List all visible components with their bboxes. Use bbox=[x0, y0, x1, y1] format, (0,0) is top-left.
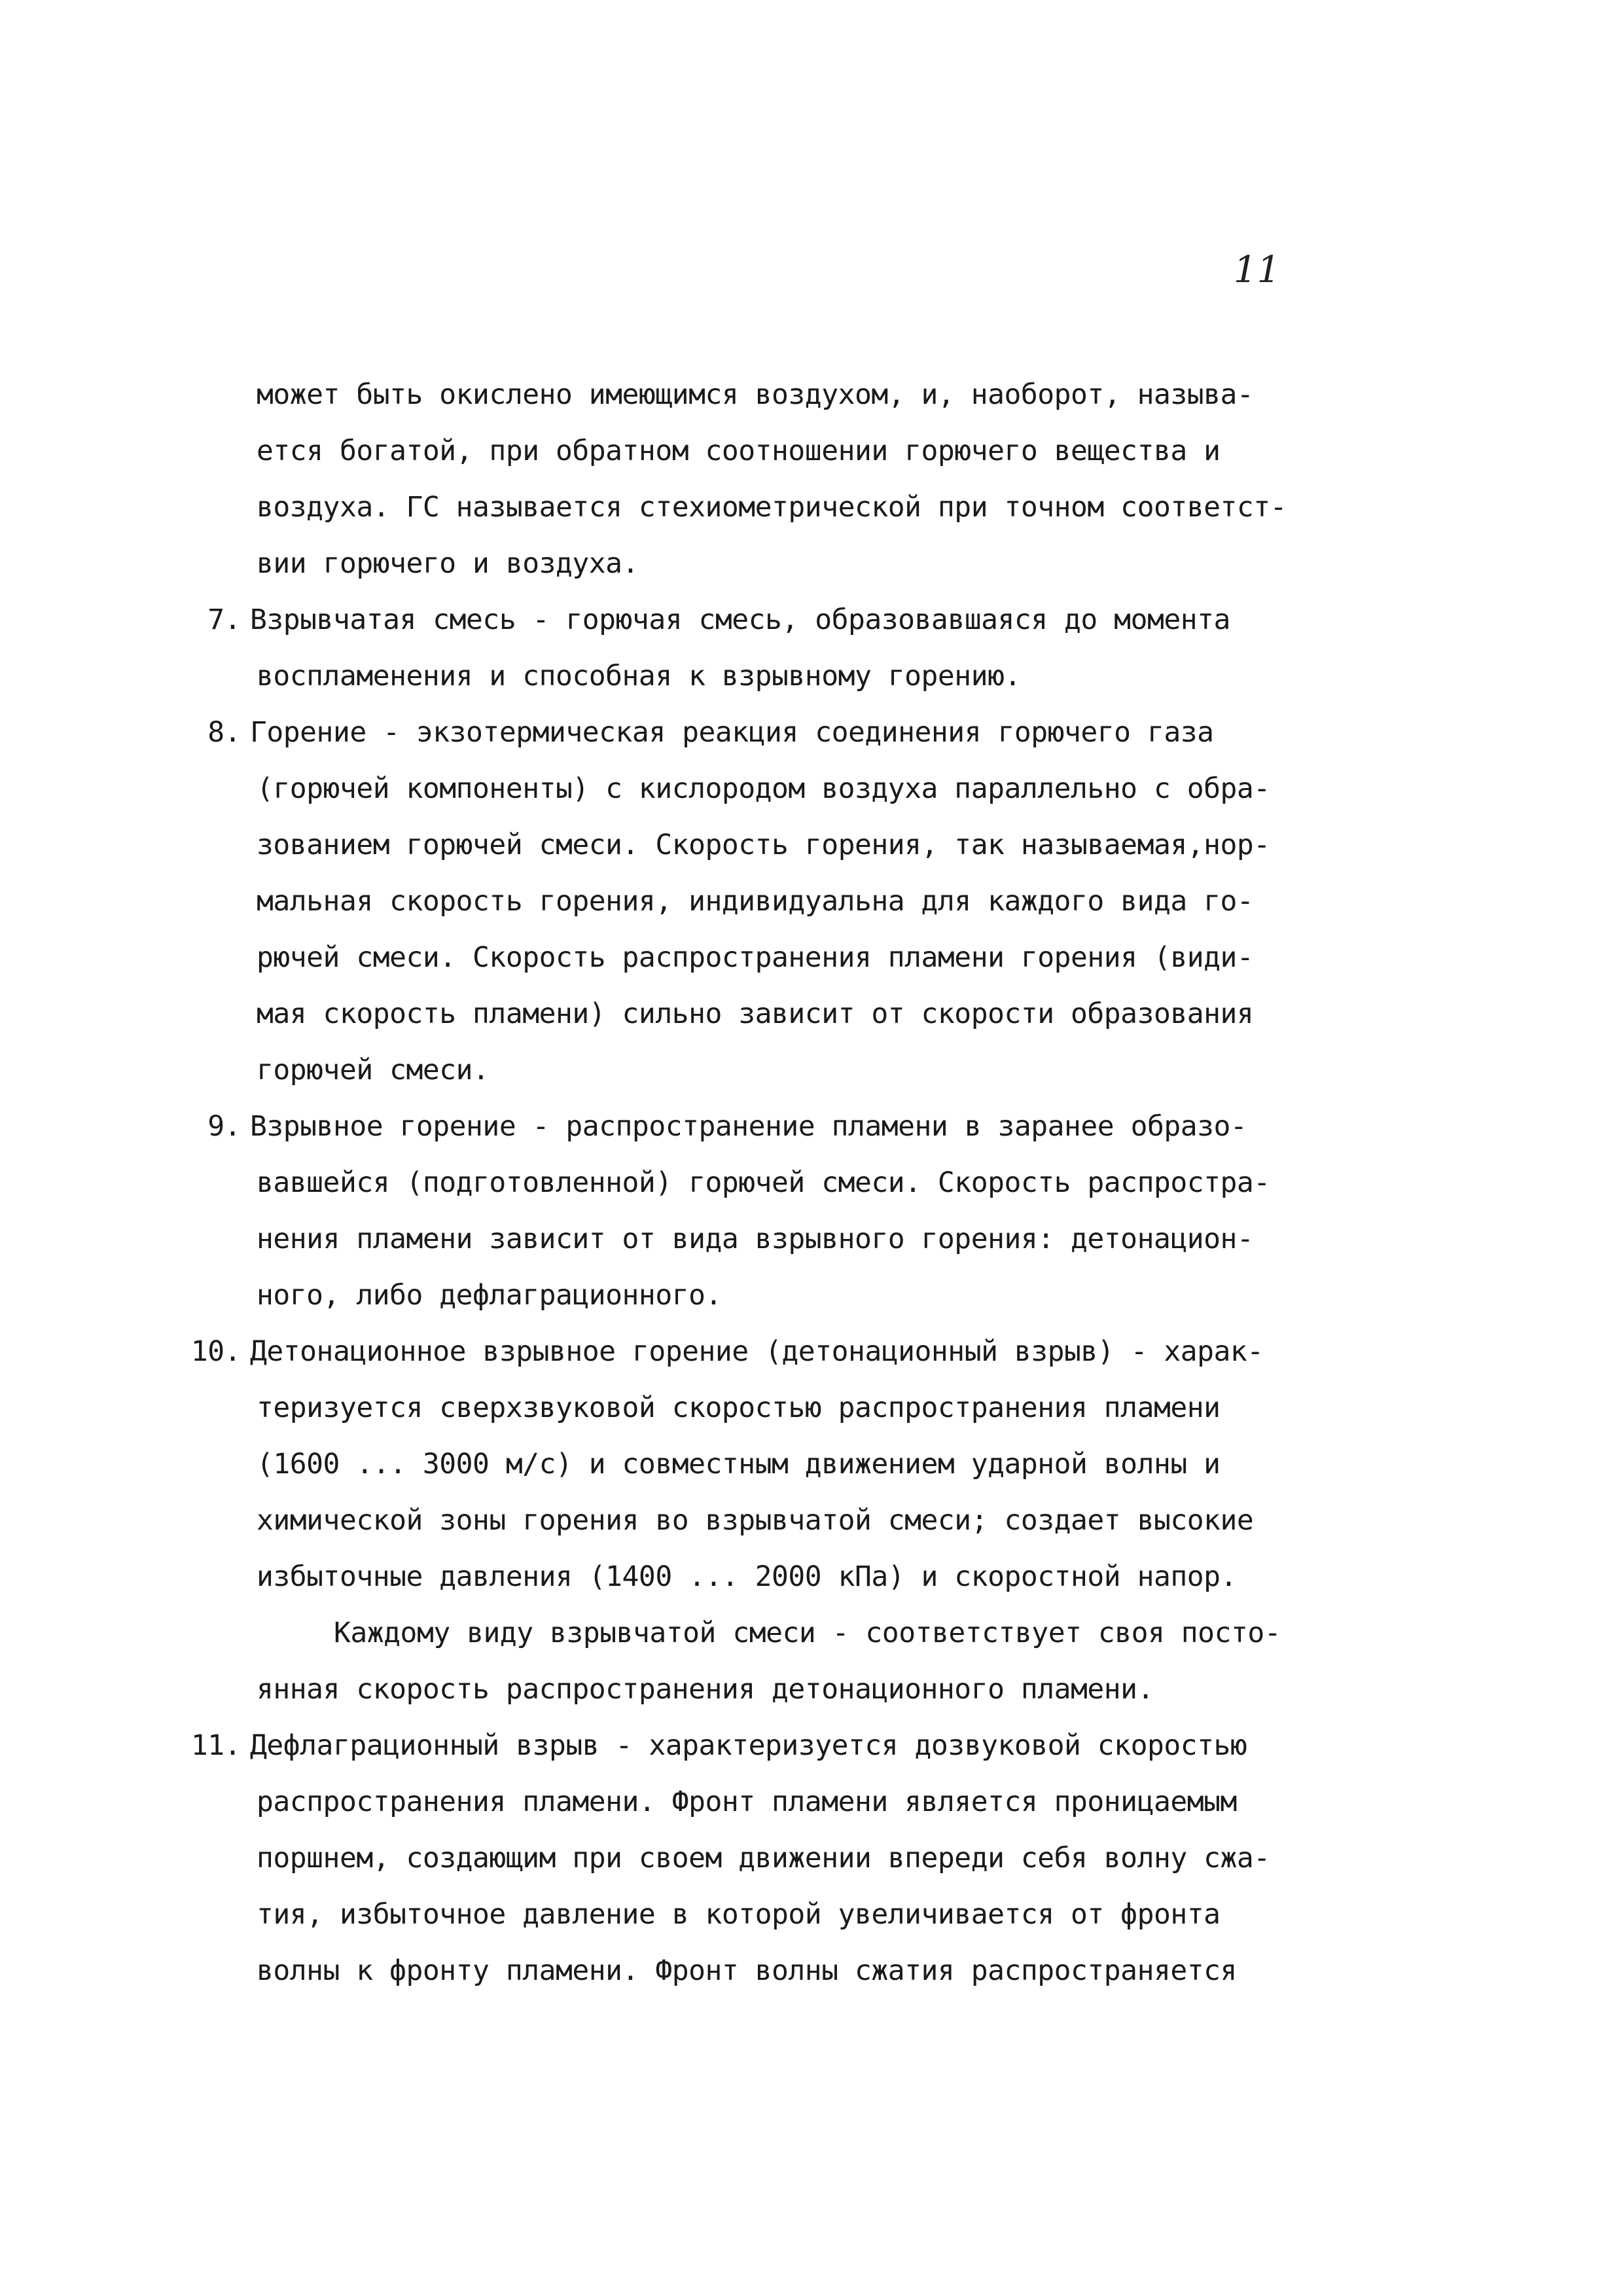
item-number: 7. bbox=[207, 603, 241, 636]
text-line: избыточные давления (1400 ... 2000 кПа) и скоростной напор. bbox=[257, 1560, 1237, 1593]
text-line: химической зоны горения во взрывчатой смеси; создает высокие bbox=[257, 1504, 1254, 1537]
text-line: теризуется сверхзвуковой скоростью распространения пламени bbox=[257, 1391, 1221, 1424]
text-line: мальная скорость горения, индивидуальна для каждого вида го- bbox=[257, 885, 1254, 918]
text-line: ется богатой, при обратном соотношении горючего вещества и bbox=[257, 435, 1221, 467]
text-line: воспламенения и способная к взрывному горению. bbox=[257, 660, 1021, 692]
list-item-9 bbox=[190, 1098, 1342, 1323]
text-line: 9. Взрывное горение - распространение пламени в заранее образо- bbox=[190, 1098, 1342, 1155]
list-item-10 bbox=[190, 1323, 1342, 1605]
text-line: поршнем, создающим при своем движении впереди себя волну сжа- bbox=[257, 1842, 1270, 1874]
item-number: 10. bbox=[190, 1335, 241, 1368]
text-line: Каждому виду взрывчатой смеси - соответствует своя посто- bbox=[334, 1617, 1281, 1649]
text-line: 8. Горение - экзотермическая реакция соединения горючего газа bbox=[190, 704, 1342, 761]
text-line: ного, либо дефлаграционного. bbox=[257, 1279, 722, 1312]
text-line: может быть окислено имеющимся воздухом, и, наоборот, называ- bbox=[257, 378, 1254, 411]
text-line: зованием горючей смеси. Скорость горения, так называемая,нор- bbox=[257, 829, 1270, 861]
item-number: 8. bbox=[207, 716, 241, 749]
item-number: 11. bbox=[190, 1729, 241, 1762]
list-item-7 bbox=[190, 592, 1342, 704]
paragraph-indented bbox=[190, 1605, 1342, 1717]
text-line: тия, избыточное давление в которой увеличивается от фронта bbox=[257, 1898, 1221, 1931]
list-item-11 bbox=[190, 1717, 1342, 1999]
text-line: вавшейся (подготовленной) горючей смеси. Скорость распростра- bbox=[257, 1166, 1270, 1199]
text-line: янная скорость распространения детонационного пламени. bbox=[257, 1673, 1154, 1706]
text-line: волны к фронту пламени. Фронт волны сжатия распространяется bbox=[257, 1954, 1237, 1987]
text-line: вии горючего и воздуха. bbox=[257, 547, 639, 580]
list-item-8 bbox=[190, 704, 1342, 1098]
text-line: 7. Взрывчатая смесь - горючая смесь, образовавшаяся до момента bbox=[190, 592, 1342, 648]
page-number: 11 bbox=[1234, 249, 1281, 291]
text-line: (горючей компоненты) с кислородом воздуха параллельно с обра- bbox=[257, 772, 1270, 805]
document-body bbox=[190, 367, 1342, 1999]
text-line: горючей смеси. bbox=[257, 1054, 490, 1086]
text-line: 11. Дефлаграционный взрыв - характеризуется дозвуковой скоростью bbox=[190, 1717, 1342, 1774]
text-line: распространения пламени. Фронт пламени является проницаемым bbox=[257, 1785, 1237, 1818]
item-number: 9. bbox=[207, 1110, 241, 1143]
text-line: 10. Детонационное взрывное горение (детонационный взрыв) - харак- bbox=[190, 1323, 1342, 1380]
paragraph-continuation bbox=[190, 367, 1342, 592]
text-line: нения пламени зависит от вида взрывного горения: детонацион- bbox=[257, 1223, 1254, 1255]
text-line: (1600 ... 3000 м/с) и совместным движением ударной волны и bbox=[257, 1448, 1221, 1480]
text-line: мая скорость пламени) сильно зависит от скорости образования bbox=[257, 997, 1254, 1030]
text-line: рючей смеси. Скорость распространения пламени горения (види- bbox=[257, 941, 1254, 974]
text-line: воздуха. ГС называется стехиометрической при точном соответст- bbox=[257, 491, 1287, 524]
